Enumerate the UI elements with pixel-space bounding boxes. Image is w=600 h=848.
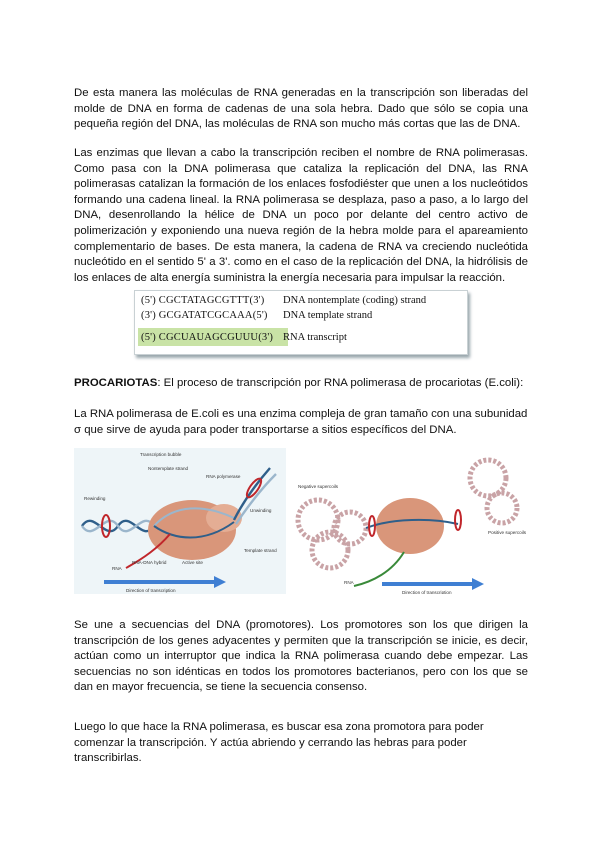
sequence-coding: (5') CGCTATAGCGTTT(3') bbox=[141, 295, 265, 306]
sequence-template: (3') GCGATATCGCAAA(5') bbox=[141, 310, 268, 321]
label-unwinding: Unwinding bbox=[250, 508, 272, 513]
sequence-row-template bbox=[141, 310, 372, 321]
paragraph-procariotas bbox=[74, 376, 528, 392]
label-active-site: Active site bbox=[182, 560, 203, 565]
paragraph-ecoli-polymerase: La RNA polimerasa de E.coli es una enzima compleja de gran tamaño con una subunidad σ que sirve de ayuda para poder transportarse a sitios específicos del DNA. bbox=[74, 408, 528, 436]
transcription-bubble-figure bbox=[74, 448, 286, 594]
sequence-rna: (5') CGCUAUAGCGUUU(3') bbox=[141, 332, 274, 343]
rna-polymerase-shape-2 bbox=[376, 498, 444, 554]
sequence-coding-label: DNA nontemplate (coding) strand bbox=[283, 295, 427, 306]
label-hybrid: RNA-DNA hybrid bbox=[132, 560, 167, 565]
procariotas-text: : El proceso de transcripción por RNA polimerasa de procariotas (E.coli): bbox=[157, 377, 524, 389]
paragraph-rna-release: De esta manera las moléculas de RNA generadas en la transcripción son liberadas del molde de DNA en forma de cadenas de una sola hebra. Dado que sólo se copia una pequeña región del DNA, las moléculas de RNA son mucho más cortas que las de DNA. bbox=[74, 87, 528, 131]
label-direction-2: Direction of transcription bbox=[402, 590, 452, 594]
label-rna: RNA bbox=[112, 566, 122, 571]
sequence-table bbox=[134, 290, 468, 355]
label-rewinding: Rewinding bbox=[84, 496, 106, 501]
sequence-rna-label: RNA transcript bbox=[283, 332, 347, 343]
label-template: Template strand bbox=[244, 548, 277, 553]
sequence-row-rna bbox=[141, 332, 347, 343]
sequence-template-label: DNA template strand bbox=[283, 310, 373, 321]
label-nontemplate: Nontemplate strand bbox=[148, 466, 189, 471]
heading-procariotas: PROCARIOTAS bbox=[74, 377, 158, 389]
paragraph-busqueda-promotora: Luego lo que hace la RNA polimerasa, es buscar esa zona promotora para poder comenzar la transcripción. Y actúa abriendo y cerrando las hebras para poder transcribirlas. bbox=[74, 721, 484, 765]
label-direction: Direction of transcription bbox=[126, 588, 176, 593]
label-negative-supercoils: Negative supercoils bbox=[298, 484, 339, 489]
supercoils-figure bbox=[292, 448, 526, 594]
label-bubble: Transcription bubble bbox=[140, 452, 182, 457]
paragraph-promotores: Se une a secuencias del DNA (promotores). Los promotores son los que dirigen la transcripción de los genes adyacentes y permiten que la transcripción se inicie, es decir, actúan como un interruptor que indica la RNA polimerasa cuando debe empezar. Las secuencias no son idénticas en todos los promotores bacterianos, pero con los que se dan en mayor frecuencia, se tiene la secuencia consenso. bbox=[74, 619, 528, 694]
paragraph-rna-polymerases: Las enzimas que llevan a cabo la transcripción reciben el nombre de RNA polimerasas. Como pasa con la DNA polimerasa que cataliza la replicación del DNA, las RNA polimerasas catalizan la formación de los enlaces fosfodiéster que unen a los nucleótidos formando una cadena lineal. la RNA polimerasa se desplaza, paso a paso, a lo largo del DNA, desenrollando la hélice de DNA un poco por delante del centro activo de polimerización y exponiendo una nueva región de la hebra molde para el apareamiento complementario de bases. De esta manera, la cadena de RNA va creciendo nucleótida nucleótido en el sentido 5' a 3'. como en el caso de la replicación del DNA, la hidrólisis de los enlaces de alta energía suministra la energía necesaria para impulsar la reacción. bbox=[74, 147, 528, 284]
label-rna-2: RNA bbox=[344, 580, 354, 585]
label-positive-supercoils: Positive supercoils bbox=[488, 530, 526, 535]
label-rnapol: RNA polymerase bbox=[206, 474, 241, 479]
sequence-row-coding bbox=[141, 295, 426, 306]
